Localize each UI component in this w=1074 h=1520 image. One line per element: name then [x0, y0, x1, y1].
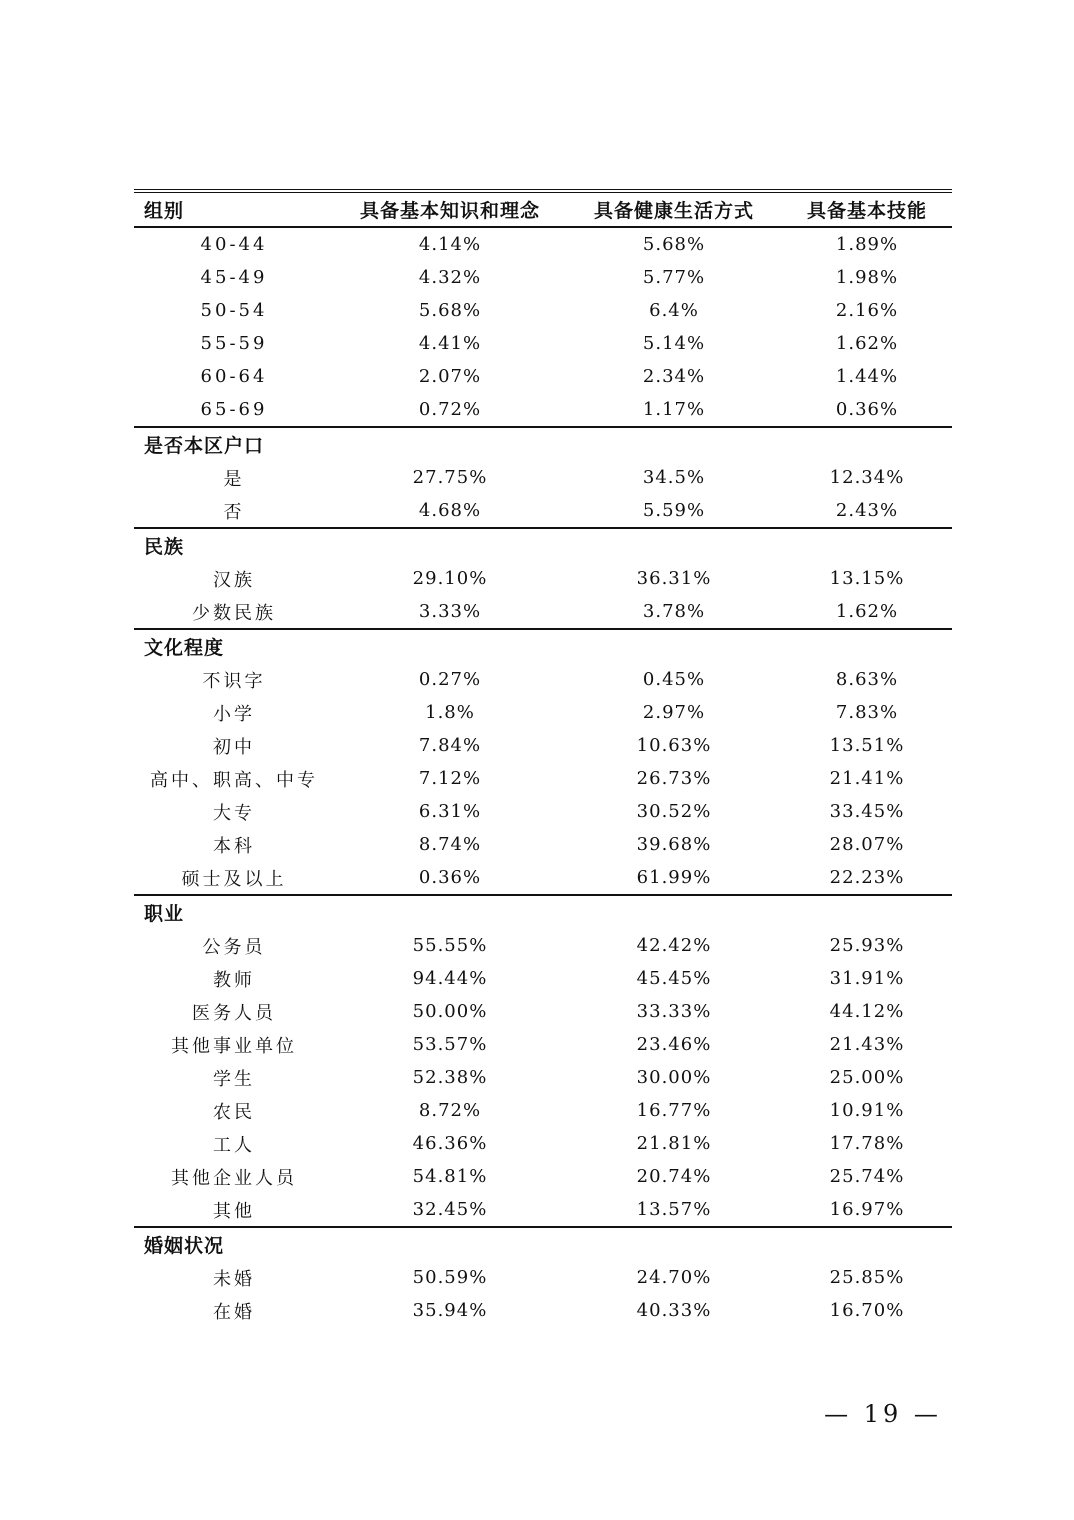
- cell-lifestyle: 36.31%: [636, 568, 712, 589]
- row-label: 其他事业单位: [171, 1035, 297, 1057]
- cell-lifestyle: 1.17%: [566, 393, 782, 427]
- cell-knowledge: 32.45%: [334, 1193, 566, 1227]
- row-label: 公务员: [202, 936, 266, 958]
- cell-lifestyle: 10.63%: [636, 735, 712, 756]
- cell-lifestyle: 0.45%: [642, 669, 706, 690]
- table-row: [134, 929, 952, 962]
- section-header-residency: [134, 427, 952, 461]
- cell-knowledge: 7.84%: [418, 735, 482, 756]
- row-label: 医务人员: [192, 1002, 276, 1024]
- header-group: 组别: [134, 191, 334, 227]
- row-label: 在婚: [213, 1301, 255, 1323]
- row-label: 45-49: [200, 267, 268, 288]
- cell-lifestyle: 33.33%: [636, 1001, 712, 1022]
- row-label: 50-54: [200, 300, 268, 321]
- row-label: 农民: [213, 1101, 255, 1123]
- cell-knowledge: 50.00%: [412, 1001, 488, 1022]
- table-row: [134, 795, 952, 828]
- row-label: 是: [223, 468, 245, 490]
- row-label: 汉族: [213, 569, 255, 591]
- cell-skills: 7.83%: [835, 702, 899, 723]
- cell-skills: 21.43%: [829, 1034, 905, 1055]
- cell-knowledge: 29.10%: [412, 568, 488, 589]
- cell-knowledge: 52.38%: [412, 1067, 488, 1088]
- table-row: [134, 663, 952, 696]
- table-row: [134, 1127, 952, 1160]
- cell-knowledge: 0.27%: [418, 669, 482, 690]
- table-row: [134, 327, 952, 360]
- cell-lifestyle: 61.99%: [566, 861, 782, 895]
- cell-lifestyle: 23.46%: [636, 1034, 712, 1055]
- cell-knowledge: 46.36%: [412, 1133, 488, 1154]
- cell-skills: 13.15%: [829, 568, 905, 589]
- cell-skills: 28.07%: [829, 834, 905, 855]
- cell-lifestyle: 42.42%: [636, 935, 712, 956]
- cell-skills: 1.44%: [835, 366, 899, 387]
- health-literacy-table: [134, 189, 952, 1327]
- cell-knowledge: 94.44%: [412, 968, 488, 989]
- cell-skills: 2.16%: [835, 300, 899, 321]
- cell-skills: 17.78%: [829, 1133, 905, 1154]
- cell-lifestyle: 45.45%: [636, 968, 712, 989]
- table-row: [134, 828, 952, 861]
- table-row: [134, 461, 952, 494]
- cell-skills: 8.63%: [835, 669, 899, 690]
- cell-lifestyle: 3.78%: [566, 595, 782, 629]
- cell-knowledge: 3.33%: [334, 595, 566, 629]
- cell-skills: 33.45%: [829, 801, 905, 822]
- row-label: 未婚: [213, 1268, 255, 1290]
- table-header: [134, 191, 952, 227]
- cell-lifestyle: 30.52%: [636, 801, 712, 822]
- table-row: [134, 360, 952, 393]
- cell-knowledge: 27.75%: [412, 467, 488, 488]
- cell-knowledge: 55.55%: [412, 935, 488, 956]
- cell-knowledge: 2.07%: [418, 366, 482, 387]
- cell-lifestyle: 16.77%: [636, 1100, 712, 1121]
- row-label: 55-59: [200, 333, 268, 354]
- cell-knowledge: 50.59%: [412, 1267, 488, 1288]
- cell-knowledge: 8.72%: [418, 1100, 482, 1121]
- cell-lifestyle: 5.68%: [642, 234, 706, 255]
- row-label: 本科: [213, 835, 255, 857]
- cell-knowledge: 4.68%: [334, 494, 566, 528]
- cell-lifestyle: 2.34%: [642, 366, 706, 387]
- table-row: [134, 1193, 952, 1227]
- header-lifestyle: 具备健康生活方式: [566, 191, 782, 227]
- cell-lifestyle: 24.70%: [636, 1267, 712, 1288]
- cell-skills: 22.23%: [782, 861, 952, 895]
- section-header-marital-status: [134, 1227, 952, 1261]
- row-label: 不识字: [202, 670, 266, 692]
- cell-skills: 25.00%: [829, 1067, 905, 1088]
- cell-skills: 25.74%: [829, 1166, 905, 1187]
- cell-skills: 1.62%: [835, 333, 899, 354]
- cell-lifestyle: 2.97%: [642, 702, 706, 723]
- cell-lifestyle: 34.5%: [642, 467, 706, 488]
- table-row: [134, 562, 952, 595]
- table-row: [134, 494, 952, 528]
- cell-skills: 16.97%: [782, 1193, 952, 1227]
- row-label: 否: [134, 494, 334, 528]
- cell-knowledge: 53.57%: [412, 1034, 488, 1055]
- table-row: [134, 762, 952, 795]
- table-row: [134, 1028, 952, 1061]
- table-row: [134, 1261, 952, 1294]
- row-label: 学生: [213, 1068, 255, 1090]
- cell-lifestyle: 40.33%: [636, 1300, 712, 1321]
- row-label: 教师: [213, 969, 255, 991]
- cell-knowledge: 0.72%: [334, 393, 566, 427]
- cell-skills: 1.98%: [835, 267, 899, 288]
- cell-lifestyle: 30.00%: [636, 1067, 712, 1088]
- row-label: 工人: [213, 1134, 255, 1156]
- cell-skills: 13.51%: [829, 735, 905, 756]
- cell-knowledge: 4.41%: [418, 333, 482, 354]
- cell-lifestyle: 39.68%: [636, 834, 712, 855]
- table-row: [134, 1061, 952, 1094]
- cell-skills: 10.91%: [829, 1100, 905, 1121]
- cell-knowledge: 4.14%: [418, 234, 482, 255]
- table-row: [134, 227, 952, 261]
- cell-skills: 1.89%: [835, 234, 899, 255]
- row-label: 硕士及以上: [134, 861, 334, 895]
- table-row: [134, 595, 952, 629]
- table-row: [134, 261, 952, 294]
- table-row: [134, 861, 952, 895]
- section-title: 职业: [144, 903, 185, 925]
- cell-skills: 2.43%: [782, 494, 952, 528]
- section-title: 婚姻状况: [144, 1235, 225, 1257]
- table-row: [134, 696, 952, 729]
- row-label: 少数民族: [134, 595, 334, 629]
- section-header-ethnicity: [134, 528, 952, 562]
- page-number: — 19 —: [824, 1400, 942, 1428]
- table-row: [134, 294, 952, 327]
- table-row: [134, 1294, 952, 1327]
- cell-lifestyle: 21.81%: [636, 1133, 712, 1154]
- cell-lifestyle: 5.14%: [642, 333, 706, 354]
- cell-lifestyle: 5.77%: [642, 267, 706, 288]
- section-header-education: [134, 629, 952, 663]
- cell-skills: 25.93%: [829, 935, 905, 956]
- cell-knowledge: 54.81%: [412, 1166, 488, 1187]
- table-row: [134, 393, 952, 427]
- cell-lifestyle: 6.4%: [649, 300, 699, 321]
- section-title: 民族: [144, 536, 185, 558]
- table-row: [134, 1160, 952, 1193]
- cell-skills: 1.62%: [782, 595, 952, 629]
- cell-skills: 0.36%: [782, 393, 952, 427]
- row-label: 其他企业人员: [171, 1167, 297, 1189]
- cell-skills: 44.12%: [829, 1001, 905, 1022]
- cell-lifestyle: 26.73%: [636, 768, 712, 789]
- cell-skills: 31.91%: [829, 968, 905, 989]
- header-skills: 具备基本技能: [782, 191, 952, 227]
- cell-knowledge: 7.12%: [418, 768, 482, 789]
- cell-knowledge: 6.31%: [418, 801, 482, 822]
- cell-knowledge: 5.68%: [418, 300, 482, 321]
- section-title: 是否本区户口: [144, 435, 265, 457]
- header-knowledge: 具备基本知识和理念: [334, 191, 566, 227]
- cell-knowledge: 8.74%: [418, 834, 482, 855]
- row-label: 65-69: [134, 393, 334, 427]
- table-body: [134, 227, 952, 1327]
- cell-skills: 16.70%: [829, 1300, 905, 1321]
- table-row: [134, 962, 952, 995]
- cell-lifestyle: 20.74%: [636, 1166, 712, 1187]
- table-row: [134, 1094, 952, 1127]
- cell-knowledge: 0.36%: [334, 861, 566, 895]
- header-row: [134, 191, 952, 227]
- cell-knowledge: 4.32%: [418, 267, 482, 288]
- cell-knowledge: 35.94%: [412, 1300, 488, 1321]
- row-label: 小学: [213, 703, 255, 725]
- section-header-occupation: [134, 895, 952, 929]
- cell-skills: 12.34%: [829, 467, 905, 488]
- section-title: 文化程度: [144, 637, 225, 659]
- row-label: 高中、职高、中专: [150, 769, 318, 791]
- row-label: 初中: [213, 736, 255, 758]
- row-label: 其他: [134, 1193, 334, 1227]
- cell-knowledge: 1.8%: [425, 702, 475, 723]
- row-label: 60-64: [200, 366, 268, 387]
- table-row: [134, 995, 952, 1028]
- cell-skills: 21.41%: [829, 768, 905, 789]
- cell-skills: 25.85%: [829, 1267, 905, 1288]
- row-label: 大专: [213, 802, 255, 824]
- table-row: [134, 729, 952, 762]
- cell-lifestyle: 13.57%: [566, 1193, 782, 1227]
- cell-lifestyle: 5.59%: [566, 494, 782, 528]
- row-label: 40-44: [200, 234, 268, 255]
